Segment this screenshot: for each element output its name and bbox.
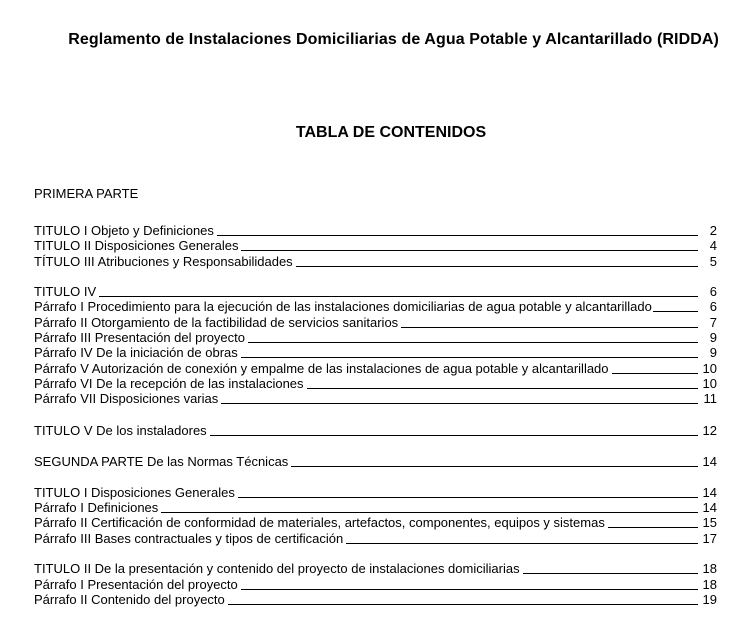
toc-entry-page: 17: [702, 531, 717, 546]
toc-entry-page: 12: [702, 423, 717, 438]
toc-entry-text: TITULO I Objeto y Definiciones: [34, 223, 214, 238]
toc-leader-line: [217, 234, 698, 236]
toc-entry[interactable]: [34, 223, 717, 238]
toc-leader-line: [241, 588, 698, 590]
toc-entry-text: Párrafo IV De la iniciación de obras: [34, 345, 238, 360]
toc-entry-page: 9: [709, 330, 717, 345]
toc-entry-text: Párrafo I Presentación del proyecto: [34, 577, 238, 592]
toc-leader-line: [307, 387, 698, 389]
toc-entry[interactable]: [34, 515, 717, 530]
toc-entry-text: Párrafo II Contenido del proyecto: [34, 592, 225, 607]
toc-entry-text: Párrafo VII Disposiciones varias: [34, 391, 219, 406]
toc-leader-line: [291, 465, 698, 467]
toc-leader-line: [238, 496, 698, 498]
toc-entry-page: 9: [709, 345, 717, 360]
toc-leader-line: [99, 295, 698, 297]
toc-entry[interactable]: [34, 345, 717, 360]
toc-entry-text: SEGUNDA PARTE De las Normas Técnicas: [34, 454, 289, 469]
section-label-primera-parte: PRIMERA PARTE: [34, 186, 139, 201]
toc-entry-text: TITULO II De la presentación y contenido del proyecto de instalaciones domiciliarias: [34, 561, 520, 576]
toc-entry[interactable]: [34, 500, 717, 515]
toc-title: TABLA DE CONTENIDOS: [295, 124, 487, 141]
toc-entry-page: 14: [702, 485, 717, 500]
toc-entry[interactable]: [34, 238, 717, 253]
toc-entry-text: Párrafo III Presentación del proyecto: [34, 330, 246, 345]
toc-leader-line: [401, 326, 698, 328]
toc-entry-text: Párrafo VI De la recepción de las instalaciones: [34, 376, 304, 391]
toc-entry-text: Párrafo II Certificación de conformidad de materiales, artefactos, componentes, equipos y sistemas: [34, 515, 605, 530]
toc-entry-text: Párrafo I Definiciones: [34, 500, 159, 515]
toc-entry[interactable]: [34, 391, 717, 406]
toc-entry-page: 7: [709, 315, 717, 330]
toc-entry-text: TITULO V De los instaladores: [34, 423, 207, 438]
toc-entry[interactable]: [34, 531, 717, 546]
toc-entry-page: 14: [702, 454, 717, 469]
toc-entry-page: 18: [702, 561, 717, 576]
toc-entry[interactable]: [34, 592, 717, 607]
toc-leader-line: [296, 265, 698, 267]
toc-entry[interactable]: [34, 423, 717, 438]
toc-entry-page: 14: [702, 500, 717, 515]
toc-leader-line: [523, 572, 698, 574]
toc-entry-page: 5: [709, 254, 717, 269]
toc-entry-text: TITULO IV: [34, 284, 97, 299]
toc-leader-line: [161, 511, 698, 513]
toc-entry[interactable]: [34, 485, 717, 500]
toc-leader-line: [608, 526, 698, 528]
toc-leader-line: [241, 249, 698, 251]
document-header-title: Reglamento de Instalaciones Domiciliarias de Agua Potable y Alcantarillado (RIDDA): [68, 31, 719, 48]
toc-entry-page: 6: [709, 284, 717, 299]
toc-leader-line: [210, 434, 698, 436]
toc-entry-page: 15: [702, 515, 717, 530]
toc-entry-page: 10: [702, 361, 717, 376]
toc-entry-text: TITULO II Disposiciones Generales: [34, 238, 239, 253]
toc-entry[interactable]: [34, 376, 717, 391]
toc-entry[interactable]: [34, 561, 717, 576]
toc-entry-text: Párrafo I Procedimiento para la ejecución de las instalaciones domiciliarias de agua potable y alcantarillado: [34, 299, 652, 314]
toc-leader-line: [346, 542, 698, 544]
toc-entry[interactable]: [34, 361, 717, 376]
toc-entry-page: 2: [709, 223, 717, 238]
toc-entry[interactable]: [34, 299, 717, 314]
toc-entry-page: 6: [709, 299, 717, 314]
toc-leader-line: [612, 372, 698, 374]
toc-entry-page: 19: [702, 592, 717, 607]
toc-entry[interactable]: [34, 330, 717, 345]
toc-entry-text: TITULO I Disposiciones Generales: [34, 485, 235, 500]
toc-leader-line: [221, 402, 698, 404]
toc-entry[interactable]: [34, 315, 717, 330]
toc-leader-line: [241, 356, 698, 358]
toc-entry-page: 18: [702, 577, 717, 592]
toc-leader-line: [228, 603, 698, 605]
toc-entry[interactable]: [34, 577, 717, 592]
toc-entry-text: Párrafo III Bases contractuales y tipos de certificación: [34, 531, 344, 546]
toc-entry-text: Párrafo V Autorización de conexión y empalme de las instalaciones de agua potable y alcantarillado: [34, 361, 609, 376]
toc-entry-text: TÍTULO III Atribuciones y Responsabilidades: [34, 254, 293, 269]
toc-entry-page: 11: [703, 391, 717, 406]
toc-leader-line: [653, 310, 698, 312]
toc-entry[interactable]: [34, 454, 717, 469]
toc-entry-page: 10: [702, 376, 717, 391]
toc-entry[interactable]: [34, 254, 717, 269]
toc-entry-text: Párrafo II Otorgamiento de la factibilidad de servicios sanitarios: [34, 315, 399, 330]
toc-entry-page: 4: [709, 238, 717, 253]
toc-entry[interactable]: [34, 284, 717, 299]
toc-leader-line: [248, 341, 698, 343]
